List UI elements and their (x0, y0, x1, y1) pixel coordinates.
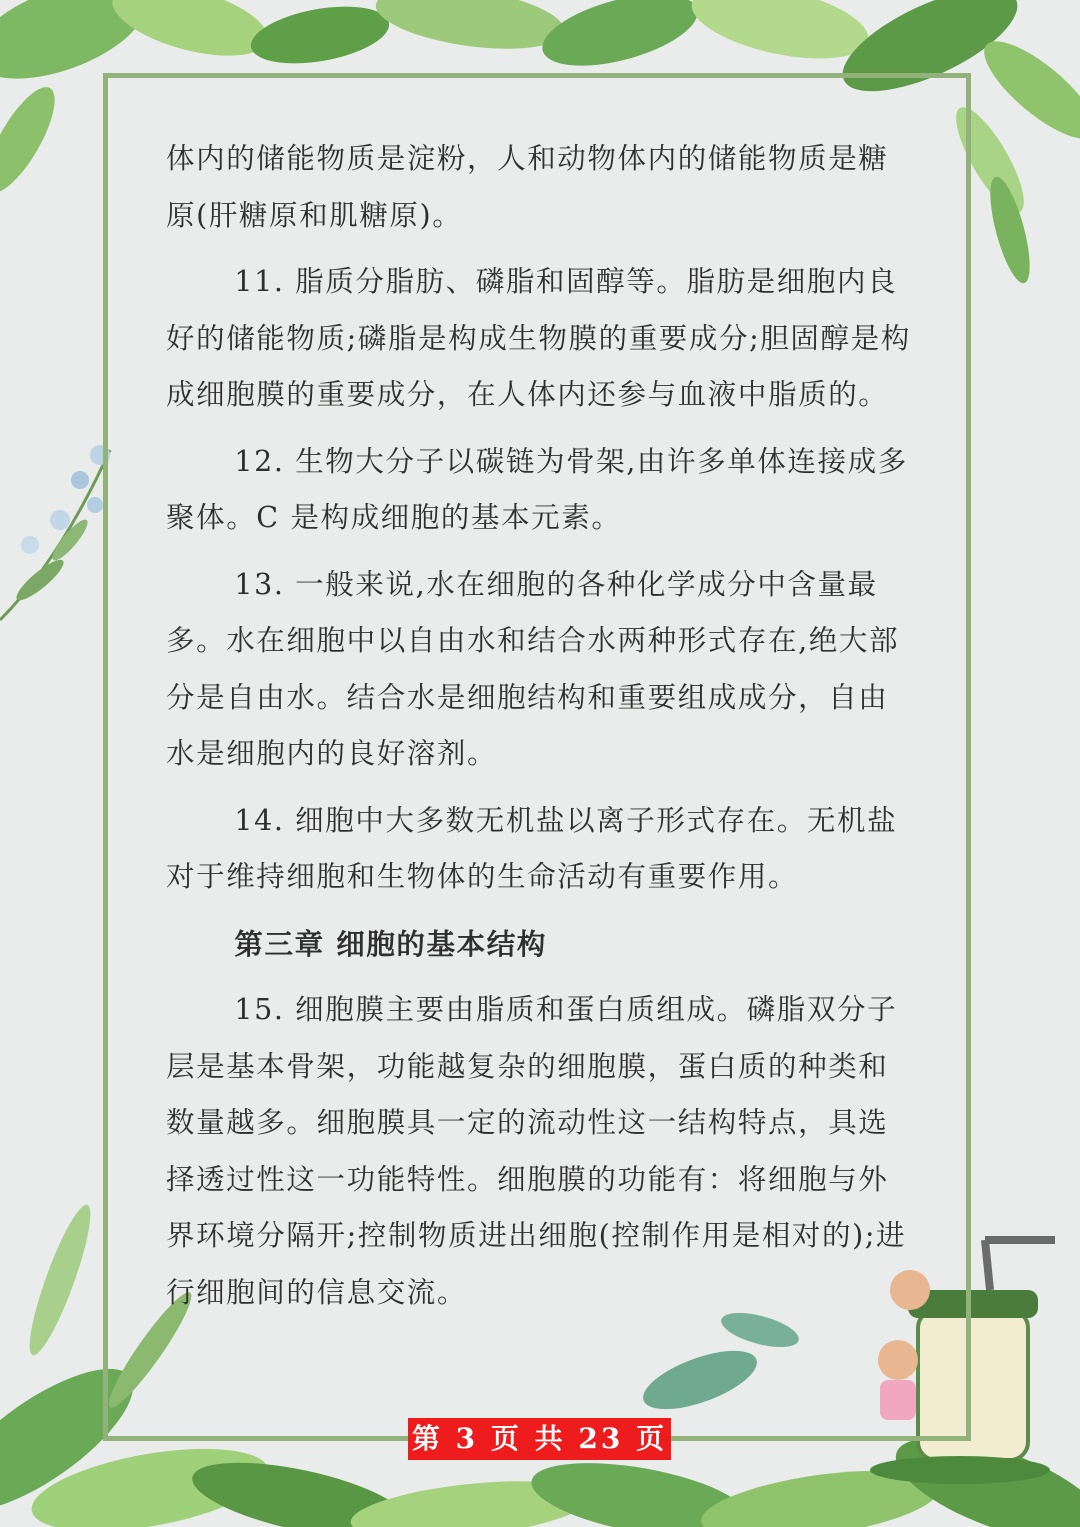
paragraph-13: 13. 一般来说,水在细胞的各种化学成分中含量最多。水在细胞中以自由水和结合水两种形式存在,绝大部分是自由水。结合水是细胞结构和重要组成成分，自由水是细胞内的良好溶剂。 (166, 567, 900, 770)
chapter-heading: 第三章 细胞的基本结构 (234, 926, 547, 961)
paragraph-14: 14. 细胞中大多数无机盐以离子形式存在。无机盐对于维持细胞和生物体的生命活动有重要作用。 (166, 803, 898, 893)
page-number-label: 第 3 页 共 23 页 (408, 1418, 671, 1460)
paragraph-11: 11. 脂质分脂肪、磷脂和固醇等。脂肪是细胞内良好的储能物质;磷脂是构成生物膜的重要成分;胆固醇是构成细胞膜的重要成分，在人体内还参与血液中脂质的。 (166, 265, 911, 411)
paragraph-continued: 体内的储能物质是淀粉，人和动物体内的储能物质是糖原(肝糖原和肌糖原)。 (166, 142, 889, 232)
paragraph-12: 12. 生物大分子以碳链为骨架,由许多单体连接成多聚体。C 是构成细胞的基本元素。 (166, 444, 908, 534)
paragraph-15: 15. 细胞膜主要由脂质和蛋白质组成。磷脂双分子层是基本骨架，功能越复杂的细胞膜，蛋白质的种类和数量越多。细胞膜具一定的流动性这一结构特点，具选择透过性这一功能特性。细胞膜的功能有：将细胞与外界环境分隔开;控制物质进出细胞(控制作用是相对的);进行细胞间的信息交流。 (166, 993, 907, 1309)
document-body (166, 131, 916, 1331)
